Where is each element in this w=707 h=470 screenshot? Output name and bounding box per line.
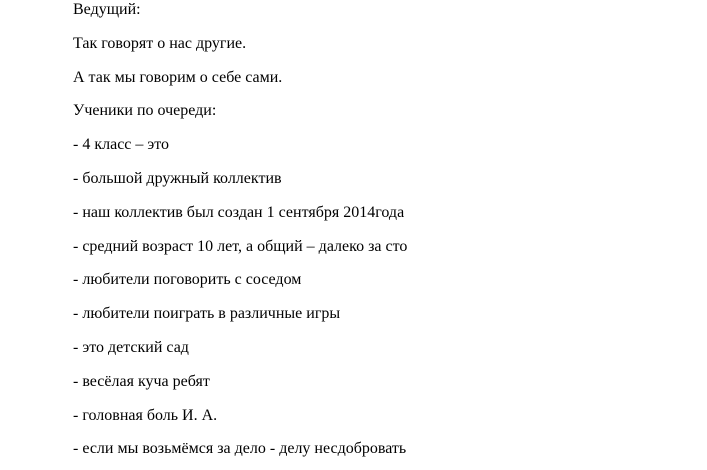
text-line: Так говорят о нас другие. <box>73 34 247 52</box>
list-item: - головная боль И. А. <box>73 406 218 424</box>
list-item: - средний возраст 10 лет, а общий – далеко за сто <box>73 237 408 255</box>
list-item: - это детский сад <box>73 338 189 356</box>
list-item: - большой дружный коллектив <box>73 169 282 187</box>
list-item: - 4 класс – это <box>73 136 170 154</box>
list-item: - наш коллектив был создан 1 сентября 2014года <box>73 203 405 221</box>
list-item: - весёлая куча ребят <box>73 372 210 390</box>
speaker-label: Ведущий: <box>73 1 141 18</box>
document-body <box>73 0 707 466</box>
list-item: - любители поговорить с соседом <box>73 271 302 289</box>
list-item: - если мы возьмёмся за дело - делу несдобровать <box>73 440 407 458</box>
list-item: - любители поиграть в различные игры <box>73 305 341 323</box>
text-line: А так мы говорим о себе сами. <box>73 68 283 86</box>
speaker-label: Ученики по очереди: <box>73 102 217 120</box>
